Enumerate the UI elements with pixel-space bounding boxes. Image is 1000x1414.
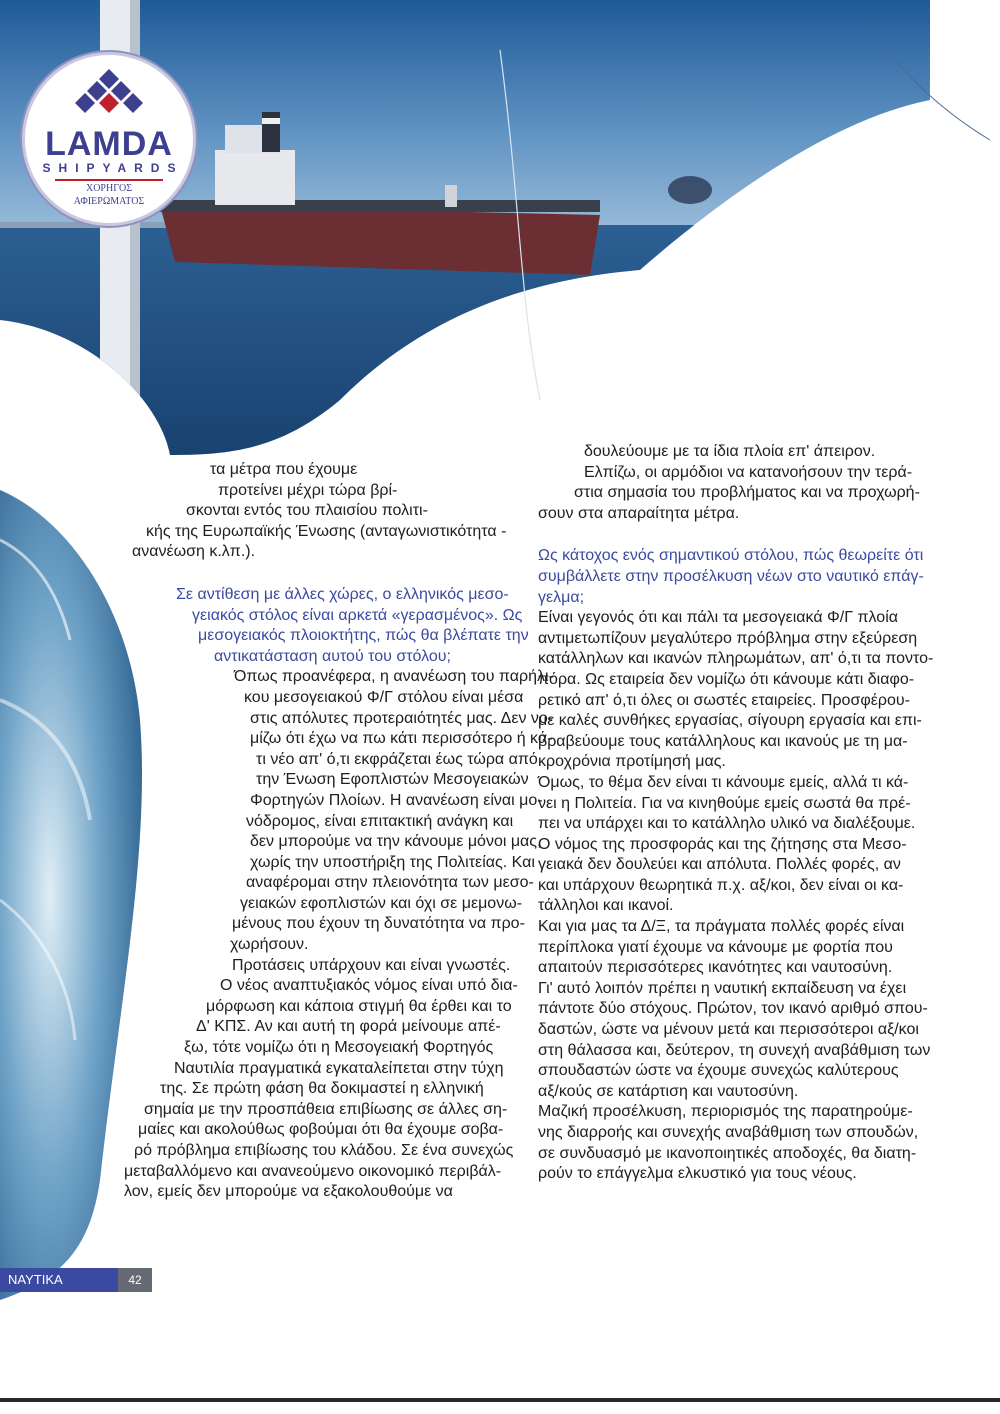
- text-line: Ο νόμος της προσφοράς και της ζήτησης στα Μεσο-: [538, 835, 907, 853]
- right-para-1: [538, 442, 920, 524]
- text-line: της. Σε πρώτη φάση θα δοκιμαστεί η ελληνική: [160, 1080, 484, 1098]
- text-line: δουλεύουμε με τα ίδια πλοία επ' άπειρον.: [584, 443, 876, 460]
- text-line: κου μεσογειακού Φ/Γ στόλου είναι μέσα: [244, 688, 524, 706]
- text-line: Όμως, το θέμα δεν είναι τι κάνουμε εμείς, αλλά τι κά-: [538, 773, 909, 791]
- left-para-2: [120, 667, 554, 955]
- text-line: λον, εμείς δεν μπορούμε να εξακολουθούμε να: [124, 1183, 453, 1201]
- text-line: στις απόλυτες προτεραιότητές μας. Δεν νο-: [250, 709, 554, 727]
- text-line: Γι' αυτό λοιπόν πρέπει η ναυτική εκπαίδευση να έχει: [538, 979, 907, 997]
- text-line: μίζω ότι έχω να πω κάτι περισσότερο ή κά-: [250, 730, 553, 748]
- text-line: απαιτούν περισσότερες ικανότητες και ναυτοσύνη.: [538, 959, 893, 977]
- text-line: κροχρόνια προτίμησή μας.: [538, 753, 726, 771]
- text-line: ανανέωση κ.λπ.).: [132, 543, 256, 561]
- left-para-3: [120, 956, 518, 1203]
- logo-divider: [55, 179, 163, 181]
- text-line: συμβάλλετε στην προσέλκυση νέων στο ναυτικό επάγ-: [538, 567, 924, 585]
- text-line: δεν μπορούμε να την κάνουμε μόνοι μας,: [250, 833, 542, 851]
- text-line: χωρίς την υποστήριξη της Πολιτείας. Και: [250, 853, 535, 871]
- text-line: Όπως προανέφερα, η ανανέωση του παρήλι-: [234, 668, 554, 686]
- text-line: περίπλοκα γιατί έχουμε να κάνουμε με φορτία που: [538, 938, 893, 956]
- right-para-4: [538, 917, 910, 979]
- text-line: ρό πρόβλημα επιβίωσης του κλάδου. Σε ένα συνεχώς: [134, 1142, 514, 1159]
- text-line: ξω, τότε νομίζω ότι η Μεσογειακή Φορτηγός: [184, 1039, 494, 1057]
- right-question: [538, 546, 924, 608]
- text-line: στια σημασία του προβλήματος και να προχωρή-: [574, 484, 920, 502]
- text-line: αναφέρομαι στην πλειονότητα των μεσο-: [246, 874, 534, 892]
- text-line: προτείνει μέχρι τώρα βρί-: [218, 481, 398, 499]
- text-line: Ναυτιλία πραγματικά εγκαταλείπεται στην τύχη: [174, 1059, 504, 1077]
- text-line: Και για μας τα Δ/Ξ, τα πράγματα πολλές φορές είναι: [538, 918, 905, 936]
- magazine-title: ΝΑΥΤΙΚΑ ΧΡΟΝΙΚΑ: [0, 1268, 118, 1292]
- text-line: πόρα. Ως εταιρεία δεν νομίζω ότι κάνουμε κάτι διαφο-: [538, 670, 915, 688]
- text-line: σουν στα απαραίτητα μέτρα.: [538, 504, 740, 522]
- text-line: Ο νέος αναπτυξιακός νόμος είναι υπό δια-: [220, 977, 518, 995]
- text-line: Προτάσεις υπάρχουν και είναι γνωστές.: [232, 956, 511, 974]
- logo-name: LAMDA: [45, 125, 173, 163]
- right-para-5: [538, 979, 931, 1103]
- text-line: αντικατάσταση αυτού του στόλου;: [214, 647, 451, 665]
- lamda-shipyards-logo: [22, 52, 196, 226]
- text-line: Φορτηγών Πλοίων. Η ανανέωση είναι μο-: [250, 791, 543, 809]
- bottom-rule: [0, 1398, 1000, 1402]
- right-para-3: [538, 773, 916, 917]
- logo-subtitle: SHIPYARDS: [42, 161, 184, 175]
- text-line: Είναι γεγονός ότι και πάλι τα μεσογειακά Φ/Γ πλοία: [538, 609, 898, 627]
- text-line: Ως κάτοχος ενός σημαντικού στόλου, πώς θεωρείτε ότι: [538, 547, 924, 565]
- text-line: σπουδαστών ώστε να έχουμε συνεχώς καλύτερους: [538, 1062, 899, 1080]
- text-line: και υπάρχουν θεωρητικά π.χ. αξ/κοι, δεν είναι οι κα-: [538, 876, 904, 894]
- text-line: ρετικό απ' ό,τι όλες οι σωστές εταιρείες. Προσφέρου-: [538, 691, 910, 709]
- right-para-2: [538, 608, 934, 773]
- page-number: 42: [118, 1268, 152, 1292]
- text-line: γειακός στόλος είναι αρκετά «γερασμένος». Ως: [192, 606, 523, 624]
- text-line: στη θάλασσα και, δεύτερον, τη συνεχή αναβάθμιση των: [538, 1041, 931, 1059]
- text-line: δαστών, ώστε να μένουν μετά και περισσότεροι αξ/κοι: [538, 1021, 919, 1039]
- text-line: κής της Ευρωπαϊκής Ένωσης (ανταγωνιστικότητα -: [146, 522, 507, 540]
- right-column: [538, 442, 934, 1185]
- left-para-1: [120, 460, 515, 563]
- text-line: χωρήσουν.: [230, 936, 309, 954]
- text-line: τάλληλοι και ικανοί.: [538, 897, 674, 915]
- text-line: πει να υπάρχει και το κατάλληλο υλικό να διαλέξουμε.: [538, 815, 916, 833]
- text-line: μεταβαλλόμενο και ανανεούμενο οικονομικό περιβάλ-: [124, 1162, 502, 1180]
- text-line: σε συνδυασμό με ικανοποιητικές αποδοχές, θα διατη-: [538, 1144, 917, 1162]
- text-line: νει η Πολιτεία. Για να κινηθούμε εμείς σωστά θα πρέ-: [538, 794, 911, 812]
- text-line: σκονται εντός του πλαισίου πολιτι-: [186, 502, 428, 520]
- text-line: σημαία με την προσπάθεια επιβίωσης σε άλλες ση-: [144, 1100, 508, 1118]
- text-line: νόδρομος, είναι επιτακτική ανάγκη και: [246, 812, 514, 830]
- text-line: τι νέο απ' ό,τι εκφράζεται έως τώρα από: [256, 750, 538, 768]
- text-line: μαίες και ακολούθως φοβούμαι ότι θα έχουμε σοβα-: [138, 1121, 504, 1139]
- text-line: βραβεύουμε τους κατάλληλους και ικανούς με τη μα-: [538, 732, 908, 750]
- text-line: γειακών εφοπλιστών και όχι σε μεμονω-: [240, 894, 523, 912]
- text-line: αξ/κούς σε κατάρτιση και ναυτοσύνη.: [538, 1082, 799, 1100]
- text-line: γελμα;: [538, 588, 585, 606]
- logo-caption-2: ΑΦΙΕΡΩΜΑΤΟΣ: [73, 196, 145, 207]
- text-line: τα μέτρα που έχουμε: [210, 461, 358, 478]
- text-line: ρούν το επάγγελμα ελκυστικό για τους νέους.: [538, 1165, 857, 1183]
- text-line: Ελπίζω, οι αρμόδιοι να κατανοήσουν την τερά-: [584, 463, 913, 481]
- right-para-6: [538, 1102, 919, 1184]
- text-line: Σε αντίθεση με άλλες χώρες, ο ελληνικός μεσο-: [176, 585, 509, 603]
- text-line: μένους που έχουν τη δυνατότητα να προ-: [232, 915, 525, 933]
- text-line: γειακά δεν δουλεύει και απόλυτα. Πολλές φορές, αν: [538, 856, 901, 874]
- text-line: την Ένωση Εφοπλιστών Μεσογειακών: [256, 771, 529, 789]
- diamond-logo-icon: [69, 69, 149, 125]
- text-line: κατάλληλων και ικανών πληρωμάτων, απ' ό,τι τα ποντο-: [538, 650, 934, 668]
- left-column: [120, 460, 554, 1203]
- text-line: μεσογειακός πλοιοκτήτης, πώς θα βλέπατε την: [198, 627, 529, 645]
- left-question: [120, 585, 529, 667]
- text-line: αντιμετωπίζουν μεγαλύτερο πρόβλημα στην εξεύρεση: [538, 629, 918, 647]
- text-line: με καλές συνθήκες εργασίας, σίγουρη εργασία και επι-: [538, 712, 922, 730]
- logo-caption-1: ΧΟΡΗΓΟΣ: [85, 183, 133, 194]
- text-line: Μαζική προσέλκυση, περιορισμός της παρατηρούμε-: [538, 1103, 913, 1121]
- text-line: πάντοτε δύο στόχους. Πρώτον, τον ικανό αριθμό σπου-: [538, 1000, 928, 1018]
- text-line: Δ' ΚΠΣ. Αν και αυτή τη φορά μείνουμε απέ-: [196, 1018, 501, 1036]
- text-line: μόρφωση και κάποια στιγμή θα έρθει και το: [206, 997, 512, 1015]
- text-line: νης διαρροής και συνεχής αναβάθμιση των σπουδών,: [538, 1124, 919, 1141]
